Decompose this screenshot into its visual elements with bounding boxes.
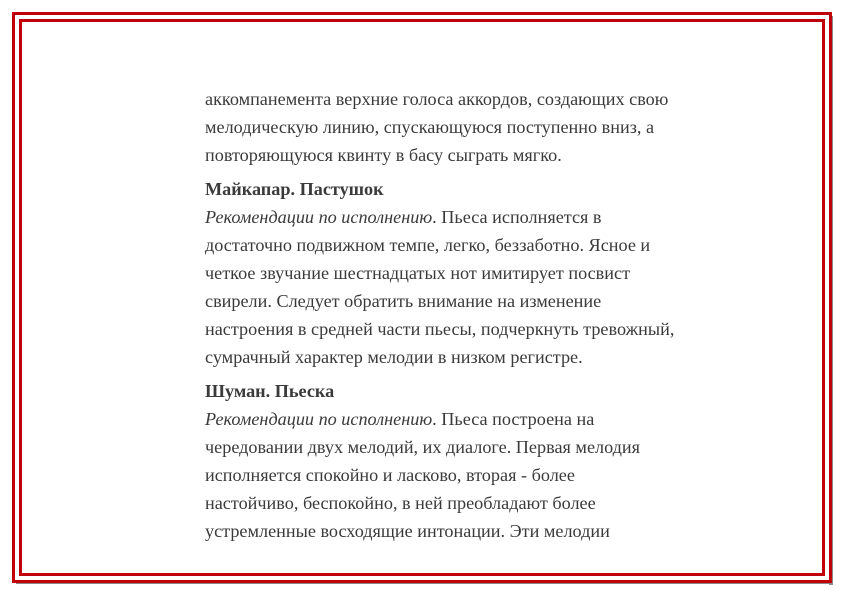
intro-line: аккомпанемента верхние голоса аккордов, создающих свою — [205, 89, 669, 109]
intro-paragraph — [205, 85, 745, 169]
first-line-rest: . Пьеса исполняется в — [432, 207, 602, 227]
paragraph-first-line — [205, 203, 745, 231]
paragraph-line: устремленные восходящие интонации. Эти мелодии — [205, 521, 610, 541]
section-paragraph-schumann — [205, 405, 745, 545]
section-paragraph-maykapar — [205, 203, 745, 371]
paragraph-line: чередовании двух мелодий, их диалоге. Первая мелодия — [205, 437, 641, 457]
section-heading-maykapar: Майкапар. Пастушок — [205, 179, 384, 199]
paragraph-line: достаточно подвижном темпе, легко, беззаботно. Ясное и — [205, 235, 651, 255]
paragraph-line: исполняется спокойно и ласково, вторая - более — [205, 465, 575, 485]
paragraph-line: четкое звучание шестнадцатых нот имитирует посвист — [205, 263, 631, 283]
intro-line: повторяющуюся квинту в басу сыграть мягко. — [205, 145, 562, 165]
paragraph-line: свирели. Следует обратить внимание на изменение — [205, 291, 602, 311]
paragraph-line: настроения в средней части пьесы, подчеркнуть тревожный, — [205, 319, 675, 339]
recommendation-label: Рекомендации по исполнению — [205, 409, 433, 429]
first-line-rest: . Пьеса построена на — [432, 409, 595, 429]
section-heading-schumann: Шуман. Пьеска — [205, 381, 335, 401]
paragraph-line: сумрачный характер мелодии в низком регистре. — [205, 347, 583, 367]
paragraph-line: настойчиво, беспокойно, в ней преобладают более — [205, 493, 596, 513]
paragraph-first-line — [205, 405, 745, 433]
recommendation-label: Рекомендации по исполнению — [205, 207, 433, 227]
text-content — [205, 85, 745, 545]
intro-line: мелодическую линию, спускающуюся поступенно вниз, а — [205, 117, 655, 137]
